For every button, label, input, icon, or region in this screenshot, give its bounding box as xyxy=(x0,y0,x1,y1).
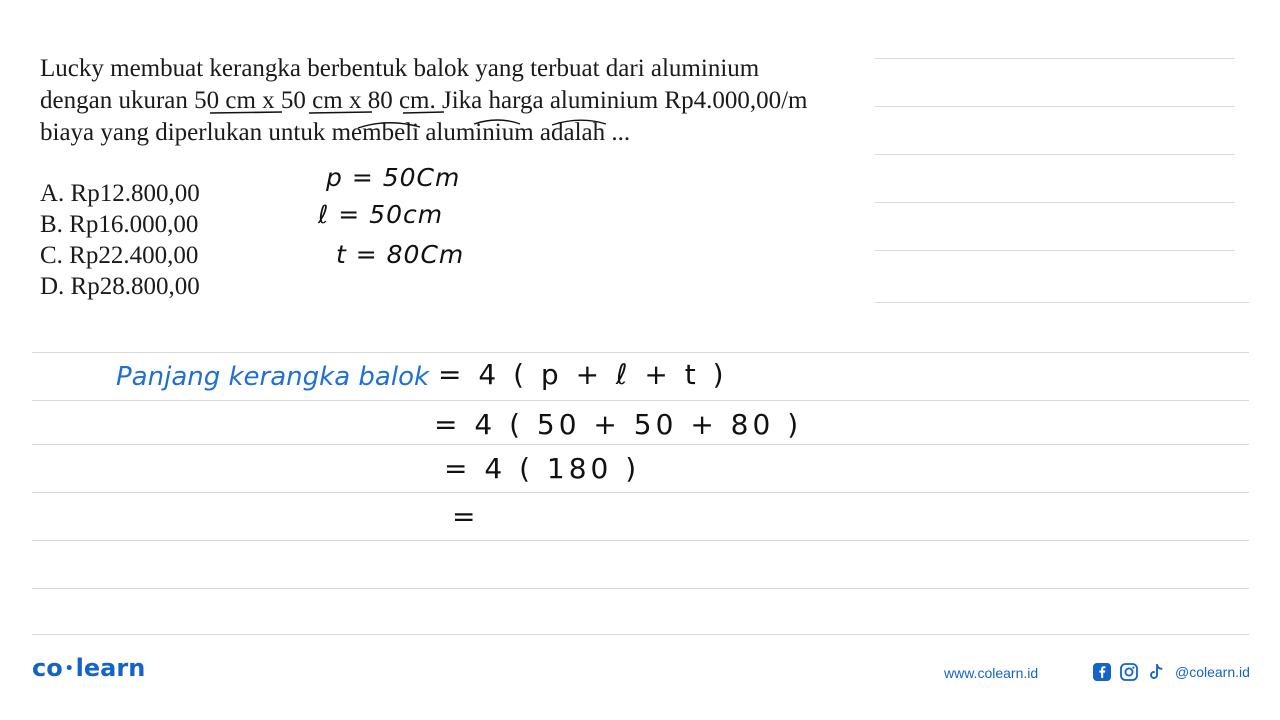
work-line-3: = 4 ( 180 ) xyxy=(444,452,641,485)
logo-right: learn xyxy=(75,654,146,682)
facebook-icon[interactable] xyxy=(1092,662,1112,682)
question-line-2: dengan ukuran 50 cm x 50 cm x 80 cm. Jika harga aluminium Rp4.000,00/m xyxy=(40,87,808,114)
option-b[interactable]: B. Rp16.000,00 xyxy=(40,211,199,238)
ruled-line xyxy=(875,202,1235,203)
logo-left: co xyxy=(32,654,63,682)
work-line-1: = 4 ( p + ℓ + t ) xyxy=(438,358,728,391)
social-links xyxy=(1092,662,1250,682)
work-line-2: = 4 ( 50 + 50 + 80 ) xyxy=(434,408,803,441)
ruled-line xyxy=(875,302,1249,303)
ruled-line xyxy=(32,444,1249,445)
work-line-4: = xyxy=(452,500,480,533)
social-handle[interactable]: @colearn.id xyxy=(1175,664,1250,680)
instagram-icon[interactable] xyxy=(1119,662,1139,682)
ruled-line xyxy=(32,400,1249,401)
ruled-line xyxy=(875,250,1235,251)
ruled-line xyxy=(32,634,1249,635)
answer-options xyxy=(40,178,200,302)
question-line-1: Lucky membuat kerangka berbentuk balok yang terbuat dari aluminium xyxy=(40,55,760,82)
work-label: Panjang kerangka balok xyxy=(116,362,430,392)
tiktok-icon[interactable] xyxy=(1146,662,1166,682)
option-a[interactable]: A. Rp12.800,00 xyxy=(40,180,200,207)
colearn-logo xyxy=(32,654,145,682)
ruled-line xyxy=(32,588,1249,589)
ruled-line xyxy=(32,540,1249,541)
note-l: ℓ = 50cm xyxy=(318,200,444,229)
website-link[interactable]: www.colearn.id xyxy=(944,665,1039,681)
option-c[interactable]: C. Rp22.400,00 xyxy=(40,242,199,269)
logo-dot: • xyxy=(64,661,74,677)
ruled-line xyxy=(32,492,1249,493)
ruled-line xyxy=(32,352,1249,353)
note-t: t = 80Cm xyxy=(336,240,465,269)
option-d[interactable]: D. Rp28.800,00 xyxy=(40,273,200,300)
question-line-3: biaya yang diperlukan untuk membeli aluminium adalah ... xyxy=(40,119,631,146)
question-annotation-marks xyxy=(0,0,1280,160)
note-p: p = 50Cm xyxy=(326,163,461,192)
